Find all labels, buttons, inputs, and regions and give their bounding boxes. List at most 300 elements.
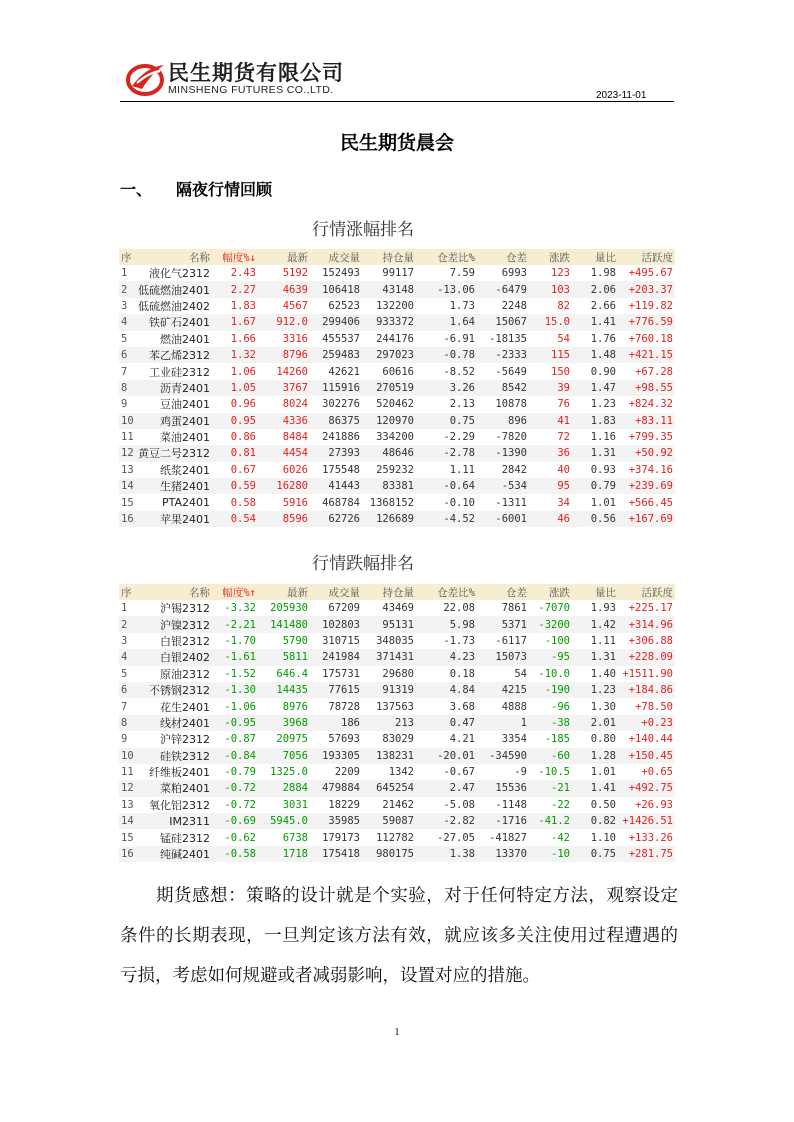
table-cell: 99117 (382, 267, 414, 280)
table-cell: -6001 (477, 511, 529, 527)
table-cell: -0.84 (212, 748, 258, 764)
table-cell: +281.75 (618, 846, 675, 862)
table-cell: -20.01 (416, 748, 477, 764)
table-cell: 22.08 (443, 602, 475, 615)
table-cell: 11 (121, 766, 134, 779)
table-cell: 6026 (282, 463, 308, 476)
table-cell: 43148 (362, 281, 416, 297)
table-cell: 0.58 (230, 496, 256, 509)
table-cell: 302276 (322, 398, 360, 411)
table-cell: 豆油2401 (160, 398, 210, 412)
table-cell: 沥青2401 (136, 380, 212, 396)
table-cell: 186 (310, 715, 362, 731)
table-cell: 1.76 (590, 332, 616, 345)
table-cell: 2.66 (590, 299, 616, 312)
table-cell: 175731 (322, 667, 360, 680)
futures-reflection-paragraph: 期货感想：策略的设计就是个实验，对于任何特定方法，观察设定条件的长期表现，一旦判定该方法有效，就应该多关注使用过程遭遇的亏损，考虑如何规避或者减弱影响，设置对应的措施。 (120, 886, 678, 986)
table-cell: -38 (529, 715, 572, 731)
table-cell: -27.05 (437, 831, 475, 844)
table-cell: 35985 (310, 813, 362, 829)
table-cell: -0.69 (212, 813, 258, 829)
table-cell: 8976 (282, 700, 308, 713)
table-cell: 5 (121, 332, 128, 345)
table-cell: 0.47 (416, 715, 477, 731)
table-cell: -9 (514, 766, 527, 779)
table-cell: 645254 (362, 780, 416, 796)
table-cell: 1.73 (449, 299, 475, 312)
header-divider (120, 101, 674, 102)
fall-ranking-table (119, 584, 675, 862)
column-header: 序 (119, 584, 136, 600)
table-row (119, 413, 675, 429)
table-cell: 7861 (501, 602, 527, 615)
table-cell: 纯碱2401 (136, 846, 212, 862)
table-cell: 86375 (310, 413, 362, 429)
table-cell: 1 (121, 602, 128, 615)
table-cell: 5790 (282, 634, 308, 647)
table-cell: 生猪2401 (136, 478, 212, 494)
table-cell: 54 (514, 667, 527, 680)
table-cell: +140.44 (628, 733, 673, 746)
table-cell: 102803 (310, 616, 362, 632)
table-cell: 0.67 (230, 463, 256, 476)
table-cell: 1.40 (590, 667, 616, 680)
table-cell: 1.23 (590, 398, 616, 411)
table-cell: 646.4 (276, 667, 308, 680)
table-cell: 2.47 (416, 780, 477, 796)
table-cell: 1.10 (590, 831, 616, 844)
table-cell: 141480 (258, 616, 310, 632)
table-cell: -95 (529, 649, 572, 665)
table-cell: 3031 (282, 798, 308, 811)
table-cell: 13 (121, 463, 134, 476)
table-cell: 1.31 (572, 445, 618, 461)
table-cell: 9 (121, 398, 128, 411)
table-cell: +203.37 (618, 281, 675, 297)
table-cell: 1.47 (572, 380, 618, 396)
table-cell: 0.59 (212, 478, 258, 494)
table-cell: 16 (119, 846, 136, 862)
table-cell: 1.41 (572, 780, 618, 796)
page-number: 1 (394, 1027, 400, 1038)
table-cell: -3200 (529, 616, 572, 632)
table-cell: 8542 (477, 380, 529, 396)
table-cell: 5916 (282, 496, 308, 509)
table-cell: -1.52 (224, 667, 256, 680)
table-row (119, 314, 675, 330)
table-cell: +799.35 (628, 431, 673, 444)
table-cell: 11 (121, 431, 134, 444)
table-cell: -7070 (538, 602, 570, 615)
table-cell: 348035 (376, 634, 414, 647)
table-cell: 137563 (376, 700, 414, 713)
company-logo (126, 57, 366, 99)
table-cell: +83.11 (618, 413, 675, 429)
table-cell: 3 (121, 299, 128, 312)
table-cell: -2.82 (416, 813, 477, 829)
table-cell: 259483 (310, 347, 362, 363)
table-cell: -1.30 (212, 682, 258, 698)
column-header: 幅度%↑ (212, 584, 258, 600)
table-cell: 1.66 (230, 332, 256, 345)
table-cell: 8596 (258, 511, 310, 527)
table-row (119, 715, 675, 731)
table-cell: 8024 (282, 398, 308, 411)
table-cell: 5811 (258, 649, 310, 665)
table-cell: 123 (551, 267, 570, 280)
table-cell: -2.29 (443, 431, 475, 444)
table-cell: 120970 (362, 413, 416, 429)
table-cell: 8796 (258, 347, 310, 363)
table-cell: 6738 (282, 831, 308, 844)
table-cell: 1.01 (590, 766, 616, 779)
table-cell: -6479 (477, 281, 529, 297)
table-cell: 2.01 (572, 715, 618, 731)
column-header: 持仓量 (362, 584, 416, 600)
table-cell: 152493 (322, 267, 360, 280)
table-cell: 2 (119, 281, 136, 297)
table-cell: -0.87 (224, 733, 256, 746)
table-row (119, 511, 675, 527)
table-cell: 白银2402 (136, 649, 212, 665)
table-cell: 78728 (328, 700, 360, 713)
table-cell: 4567 (282, 299, 308, 312)
table-cell: 7 (121, 700, 128, 713)
table-cell: 27393 (310, 445, 362, 461)
table-cell: +133.26 (628, 831, 673, 844)
table-cell: 1342 (388, 766, 414, 779)
table-cell: 72 (557, 431, 570, 444)
table-cell: -1148 (495, 798, 527, 811)
table-cell: 15073 (477, 649, 529, 665)
table-cell: -7820 (495, 431, 527, 444)
table-cell: 8484 (282, 431, 308, 444)
table-row (119, 396, 675, 412)
table-cell: 520462 (376, 398, 414, 411)
table-cell: 16 (119, 511, 136, 527)
table-cell: 7.59 (449, 267, 475, 280)
table-cell: 1.28 (572, 748, 618, 764)
table-cell: 4888 (501, 700, 527, 713)
table-cell: 83381 (362, 478, 416, 494)
fall-table-title: 行情跌幅排名 (312, 554, 414, 574)
table-cell: -1311 (495, 496, 527, 509)
table-cell: 沪锌2312 (160, 733, 210, 747)
table-cell: 41 (529, 413, 572, 429)
section-number: 一、 (120, 180, 153, 199)
table-cell: +184.86 (618, 682, 675, 698)
table-cell: 3 (121, 634, 128, 647)
table-cell: 黄豆二号2312 (136, 445, 212, 461)
table-cell: 苹果2401 (136, 511, 212, 527)
table-cell: 77615 (310, 682, 362, 698)
table-cell: 1.11 (449, 463, 475, 476)
table-cell: -0.72 (212, 780, 258, 796)
table-cell: -42 (551, 831, 570, 844)
table-cell: 1.42 (572, 616, 618, 632)
table-cell: 1325.0 (270, 766, 308, 779)
column-header: 持仓量 (362, 249, 416, 265)
table-row (119, 347, 675, 363)
table-cell: 花生2401 (160, 700, 210, 714)
table-cell: 2.13 (449, 398, 475, 411)
table-cell: 1.41 (572, 314, 618, 330)
table-cell: 6993 (501, 267, 527, 280)
rise-table-title: 行情涨幅排名 (312, 220, 414, 240)
table-cell: -3.32 (224, 602, 256, 615)
minsheng-logo-icon (126, 59, 166, 97)
table-cell: -534 (477, 478, 529, 494)
table-cell: 15067 (477, 314, 529, 330)
table-cell: -96 (551, 700, 570, 713)
table-cell: -0.72 (224, 798, 256, 811)
table-cell: 10 (119, 748, 136, 764)
table-cell: 2 (119, 616, 136, 632)
table-cell: 0.50 (590, 798, 616, 811)
table-cell: 1.48 (572, 347, 618, 363)
table-row (119, 616, 675, 632)
table-cell: +150.45 (618, 748, 675, 764)
table-cell: 3.68 (449, 700, 475, 713)
table-cell: 0.95 (212, 413, 258, 429)
table-cell: -41827 (489, 831, 527, 844)
table-cell: -2.21 (212, 616, 258, 632)
column-header: 名称 (136, 584, 212, 600)
column-header: 涨跌 (529, 249, 572, 265)
table-cell: +1511.90 (622, 667, 673, 680)
table-cell: 479884 (310, 780, 362, 796)
table-cell: 12 (119, 780, 136, 796)
table-row (119, 698, 675, 714)
table-cell: +776.59 (618, 314, 675, 330)
table-cell: 138231 (362, 748, 416, 764)
table-cell: -1.73 (443, 634, 475, 647)
table-cell: +0.65 (641, 766, 673, 779)
table-cell: 244176 (376, 332, 414, 345)
table-cell: +492.75 (618, 780, 675, 796)
table-cell: 纤维板2401 (149, 766, 210, 780)
table-cell: -6.91 (443, 332, 475, 345)
table-cell: 334200 (376, 431, 414, 444)
table-cell: -41.2 (529, 813, 572, 829)
table-cell: +78.50 (635, 700, 673, 713)
table-cell: 980175 (362, 846, 416, 862)
table-cell: -22 (551, 798, 570, 811)
company-name-en: MINSHENG FUTURES CO.,LTD. (168, 84, 334, 96)
table-cell: 896 (477, 413, 529, 429)
table-cell: 82 (557, 299, 570, 312)
table-cell: 0.80 (590, 733, 616, 746)
table-cell: 低硫燃油2402 (138, 299, 210, 313)
table-cell: 14 (119, 813, 136, 829)
table-cell: 菜油2401 (160, 431, 210, 445)
table-cell: 29680 (382, 667, 414, 680)
table-cell: 苯乙烯2312 (136, 347, 212, 363)
column-header: 序 (119, 249, 136, 265)
table-cell: -10.5 (538, 766, 570, 779)
table-cell: 76 (557, 398, 570, 411)
table-cell: 6 (119, 347, 136, 363)
table-cell: 铁矿石2401 (136, 314, 212, 330)
table-cell: 20975 (276, 733, 308, 746)
table-cell: +374.16 (628, 463, 673, 476)
table-cell: 1.16 (590, 431, 616, 444)
table-cell: -5.08 (443, 798, 475, 811)
table-cell: 液化气2312 (149, 267, 210, 281)
table-cell: 硅铁2312 (136, 748, 212, 764)
table-cell: +67.28 (635, 365, 673, 378)
table-cell: 1.30 (590, 700, 616, 713)
table-cell: 15536 (477, 780, 529, 796)
table-row (119, 331, 675, 347)
table-cell: 0.75 (416, 413, 477, 429)
table-row (119, 478, 675, 494)
table-header-row (119, 249, 675, 265)
table-cell: +306.88 (628, 634, 673, 647)
table-cell: 299406 (310, 314, 362, 330)
table-cell: 1.38 (416, 846, 477, 862)
table-cell: 菜粕2401 (136, 780, 212, 796)
table-header-row (119, 584, 675, 600)
table-cell: +239.69 (618, 478, 675, 494)
table-row (119, 298, 675, 314)
table-cell: 2209 (334, 766, 360, 779)
table-cell: 46 (529, 511, 572, 527)
table-row (119, 363, 675, 379)
table-cell: 132200 (376, 299, 414, 312)
table-cell: +228.09 (618, 649, 675, 665)
table-cell: +495.67 (628, 267, 673, 280)
table-cell: -0.58 (212, 846, 258, 862)
table-cell: 线材2401 (136, 715, 212, 731)
table-cell: 1.31 (572, 649, 618, 665)
table-cell: 不锈钢2312 (136, 682, 212, 698)
table-cell: -1.70 (224, 634, 256, 647)
table-cell: 0.81 (212, 445, 258, 461)
table-row (119, 462, 675, 478)
table-cell: 2.27 (212, 281, 258, 297)
table-cell: 1.32 (212, 347, 258, 363)
table-cell: 15.0 (529, 314, 572, 330)
table-cell: -18135 (489, 332, 527, 345)
table-cell: 5945.0 (258, 813, 310, 829)
table-row (119, 813, 675, 829)
table-cell: 83029 (382, 733, 414, 746)
table-cell: 原油2312 (160, 667, 210, 681)
table-cell: 371431 (362, 649, 416, 665)
section-heading (120, 177, 272, 200)
table-row (119, 281, 675, 297)
table-cell: -21 (529, 780, 572, 796)
table-cell: 67209 (328, 602, 360, 615)
table-cell: 4 (119, 649, 136, 665)
table-cell: 3354 (501, 733, 527, 746)
table-row (119, 731, 675, 747)
table-cell: 126689 (362, 511, 416, 527)
table-cell: 14 (119, 478, 136, 494)
table-cell: -1716 (477, 813, 529, 829)
table-cell: -10.0 (538, 667, 570, 680)
table-cell: +1426.51 (618, 813, 675, 829)
table-cell: 沪镍2312 (136, 616, 212, 632)
table-cell: 3316 (282, 332, 308, 345)
table-row (119, 829, 675, 845)
document-title: 民生期货晨会 (339, 132, 454, 154)
table-cell: 0.18 (449, 667, 475, 680)
table-cell: 8 (119, 380, 136, 396)
table-cell: 175548 (322, 463, 360, 476)
rise-ranking-table (119, 249, 675, 527)
table-cell: 213 (362, 715, 416, 731)
table-cell: 57693 (328, 733, 360, 746)
table-cell: 193305 (310, 748, 362, 764)
table-cell: 1368152 (369, 496, 414, 509)
table-cell: -0.64 (416, 478, 477, 494)
table-cell: 4.23 (416, 649, 477, 665)
table-cell: -5649 (495, 365, 527, 378)
table-cell: -0.95 (212, 715, 258, 731)
table-cell: -4.52 (416, 511, 477, 527)
table-cell: 燃油2401 (160, 332, 210, 346)
table-cell: 12 (119, 445, 136, 461)
table-cell: -34590 (477, 748, 529, 764)
table-cell: -1.06 (224, 700, 256, 713)
table-cell: 15 (121, 496, 134, 509)
table-cell: 2.43 (230, 267, 256, 280)
table-cell: -185 (544, 733, 570, 746)
table-cell: 0.75 (572, 846, 618, 862)
table-cell: 2.06 (572, 281, 618, 297)
table-cell: 42621 (328, 365, 360, 378)
table-cell: 175418 (310, 846, 362, 862)
table-row (119, 780, 675, 796)
table-cell: 9 (121, 733, 128, 746)
table-cell: -1.61 (212, 649, 258, 665)
column-header: 仓差比% (416, 584, 477, 600)
table-cell: 13370 (477, 846, 529, 862)
column-header: 名称 (136, 249, 212, 265)
table-cell: 7056 (258, 748, 310, 764)
table-cell: 0.96 (230, 398, 256, 411)
table-cell: 18229 (328, 798, 360, 811)
table-cell: 0.93 (590, 463, 616, 476)
table-cell: +566.45 (628, 496, 673, 509)
table-row (119, 429, 675, 445)
table-cell: 2842 (501, 463, 527, 476)
table-row (119, 445, 675, 461)
table-cell: 1.83 (572, 413, 618, 429)
table-cell: 468784 (322, 496, 360, 509)
table-cell: 34 (557, 496, 570, 509)
table-cell: 1.64 (416, 314, 477, 330)
table-cell: -1390 (477, 445, 529, 461)
column-header: 量比 (572, 249, 618, 265)
table-cell: 4 (119, 314, 136, 330)
table-cell: 0.56 (572, 511, 618, 527)
table-cell: 241984 (310, 649, 362, 665)
table-row (119, 846, 675, 862)
table-row (119, 494, 675, 510)
column-header: 活跃度 (618, 249, 675, 265)
table-cell: 21462 (382, 798, 414, 811)
table-row (119, 764, 675, 780)
table-cell: 150 (551, 365, 570, 378)
table-cell: 4.21 (449, 733, 475, 746)
table-cell: 16280 (258, 478, 310, 494)
table-cell: 933372 (362, 314, 416, 330)
column-header: 成交量 (310, 249, 362, 265)
table-cell: -0.67 (443, 766, 475, 779)
